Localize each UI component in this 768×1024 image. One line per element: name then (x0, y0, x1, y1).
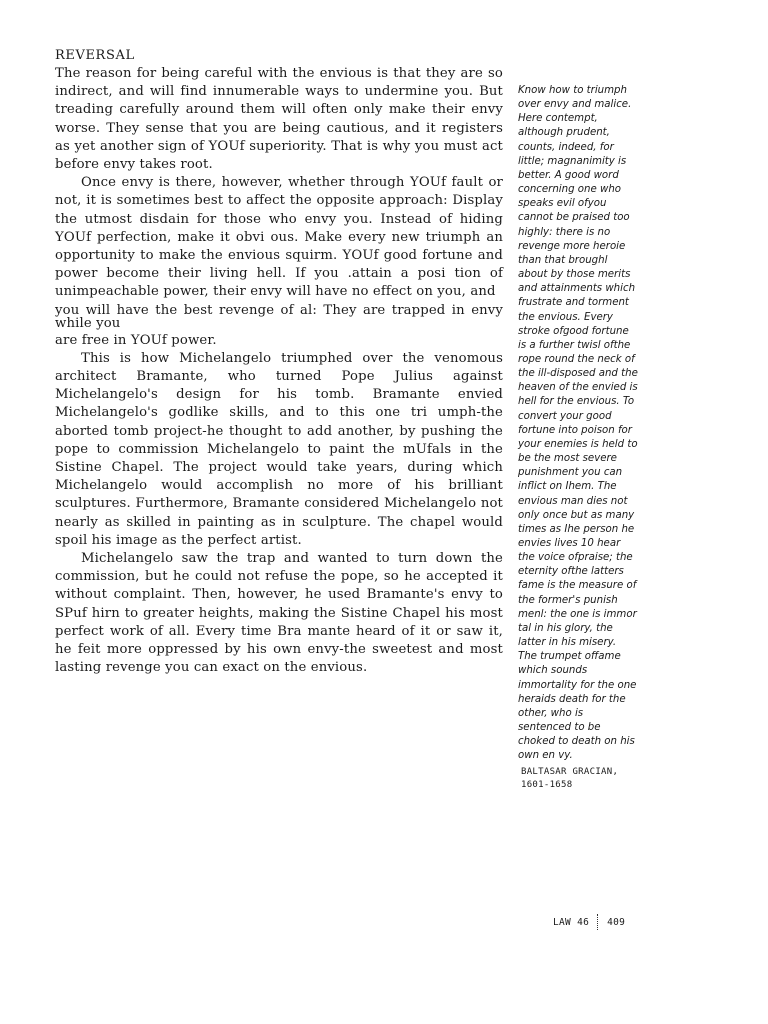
sidebar-quote: Know how to triumph over envy and malice. Here contempt, although prudent, counts, indeed, for little; magnanimity is better. A good word concerning one who speaks evil ofyou cannot be praised too highly: there is no revenge more heroie than that broughl about by those merits and attainments which frustrate and torment the envious. Every stroke ofgood fortune is a further twisl ofthe rope round the neck of the ill-disposed and the heaven of the envied is hell for the envious. To convert your good fortune into poison for your enemies is held to be the most severe punishment you can inflict on Ihem. The envious man dies not only once but as many times as Ihe person he envies lives 10 hear the voice ofpraise; the eternity ofthe latters fame is the measure of the former's punish menl: the one is immor tal in his glory, the latter in his misery. The trumpet offame which sounds immortality for the one heraids death for the other, who is sentenced to be choked to death on his own en vy. (518, 85, 638, 762)
section-heading: REVERSAL (55, 48, 135, 63)
paragraph-6: Michelangelo saw the trap and wanted to turn down the commission, but he could not refuse the pope, so he accepted it without complaint. Then, however, he used Bramante's envy to SPuf hirn to greater heights, making the Sistine Chapel his most perfect work of all. Every time Bra mante heard of it or saw it, he feit more oppressed by his own envy-the sweetest and most lasting revenge you can exact on the envious. (55, 551, 503, 676)
paragraph-3: you will have the best revenge of al: They are trapped in envy while you (55, 302, 503, 331)
footer-divider (597, 914, 598, 930)
page-footer (553, 914, 625, 930)
paragraph-2: Once envy is there, however, whether through YOUf fault or not, it is sometimes best to affect the opposite approach: Display the utmost disdain for those who envy you. Instead of hiding YOUf perfection, make it obvi ous. Make every new triumph an opportunity to make the envious squirm. YOUf good fortune and power become their living hell. If you .attain a posi tion of unimpeachable power, their envy will have no effect on you, and (55, 175, 503, 300)
paragraph-1: The reason for being careful with the envious is that they are so indirect, and will find innumerable ways to undermine you. But treading carefully around them will often only make their envy worse. They sense that you are being cautious, and it registers as yet another sign of YOUf superiority. That is why you must act before envy takes root. (55, 66, 503, 173)
quote-attribution: BALTASAR GRACIAN, 1601-1658 (521, 766, 619, 790)
law-label: LAW 46 (553, 916, 590, 928)
paragraph-5: This is how Michelangelo triumphed over the venomous architect Bramante, who turned Pope Julius against Michelangelo's design for his tomb. Bramante envied Michelangelo's godlike skills, and to this one tri umph-the aborted tomb project-he thought to add another, by pushing the pope to commission Michelangelo to paint the mUfals in the Sistine Chapel. The project would take years, during which Michelangelo would accomplish no more of his brilliant sculptures. Furthermore, Bramante considered Michelangelo not nearly as skilled in painting as in sculpture. The chapel would spoil his image as the perfect artist. (55, 350, 503, 548)
sidebar-quote-column (518, 84, 638, 792)
paragraph-4: are free in YOUf power. (55, 332, 217, 348)
page-number: 409 (607, 916, 626, 928)
main-text-column (55, 47, 503, 678)
